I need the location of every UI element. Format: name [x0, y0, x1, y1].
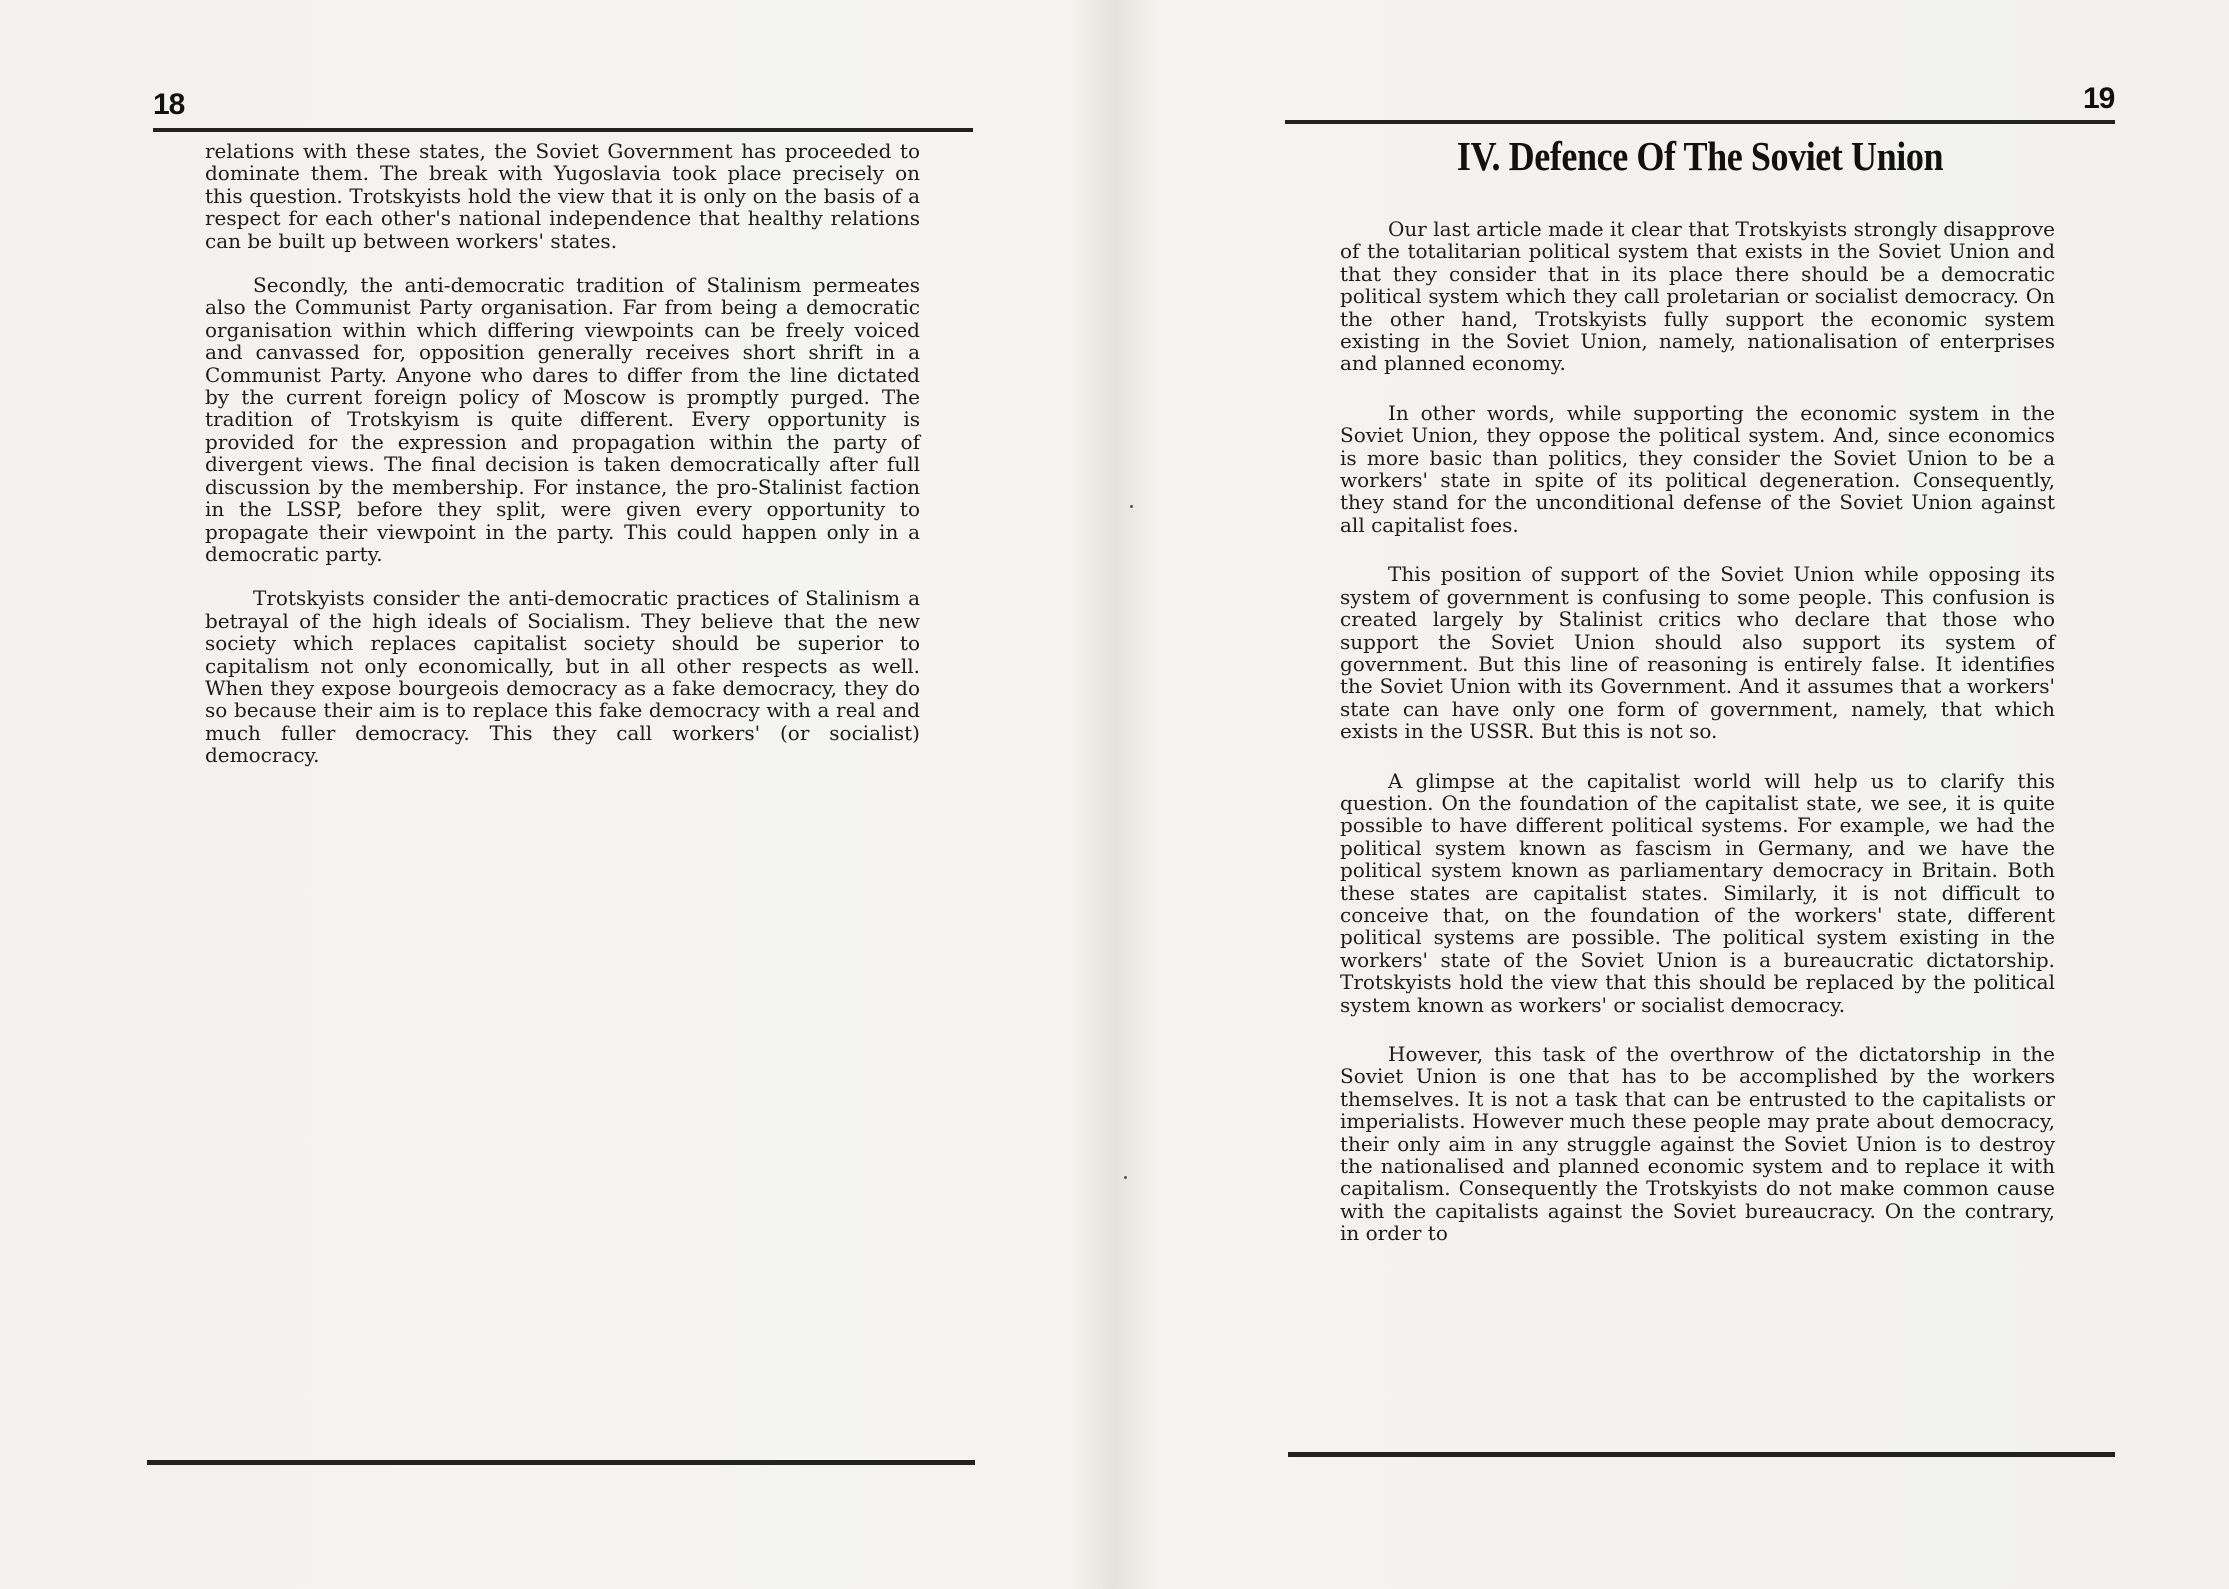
paper-speck: [1130, 505, 1133, 508]
paragraph: Our last article made it clear that Trotskyists strongly disapprove of the totalitarian political system that exists in the Soviet Union and that they consider that in its place there should be a democratic political system which they call proletarian or socialist democracy. On the other hand, Trotskyists fully support the economic system existing in the Soviet Union, namely, nationalisation of enterprises and planned economy.: [1340, 217, 2055, 376]
paragraph: However, this task of the overthrow of the dictatorship in the Soviet Union is one that has to be accomplished by the workers themselves. It is not a task that can be entrusted to the capitalists or imperialists. However much these people may prate about democracy, their only aim in any struggle against the Soviet Union is to destroy the nationalised and planned economic system and to replace it with capitalism. Consequently the Trotskyists do not make common cause with the capitalists against the Soviet bureaucracy. On the contrary, in order to: [1340, 1042, 2055, 1246]
page-number: 19: [2083, 82, 2115, 115]
paragraph: In other words, while supporting the economic system in the Soviet Union, they oppose the political system. And, since economics is more basic than politics, they consider the Soviet Union to be a workers' state in spite of its political degeneration. Consequently, they stand for the unconditional defense of the Soviet Union against all capitalist foes.: [1340, 400, 2055, 537]
paper-speck: [1124, 1176, 1127, 1179]
right-page: [1115, 0, 2229, 1589]
footer-rule: [147, 1460, 975, 1465]
paragraph: This position of support of the Soviet Union while opposing its system of government is confusing to some people. This confusion is created largely by Stalinist critics who declare that those who support the Soviet Union should also support its system of government. But this line of reasoning is entirely false. It identifies the Soviet Union with its Government. And it assumes that a workers' state can have only one form of government, namely, that which exists in the USSR. But this is not so.: [1340, 562, 2055, 744]
page-body: [205, 140, 920, 789]
paragraph: A glimpse at the capitalist world will help us to clarify this question. On the foundation of the capitalist state, we see, it is quite possible to have different political systems. For example, we had the political system known as fascism in Germany, and we have the political system known as parliamentary democracy in Britain. Both these states are capitalist states. Similarly, it is not difficult to conceive that, on the foundation of the workers' state, different political systems are possible. The political system existing in the workers' state of the Soviet Union is a bureaucratic dictatorship. Trotskyists hold the view that this should be replaced by the political system known as workers' or socialist democracy.: [1340, 768, 2055, 1017]
paragraph: Secondly, the anti-democratic tradition of Stalinism permeates also the Communist Party organisation. Far from being a democratic organisation within which differing viewpoints can be freely voiced and canvassed for, opposition generally receives short shrift in a Communist Party. Anyone who dares to differ from the line dictated by the current foreign policy of Moscow is promptly purged. The tradition of Trotskyism is quite different. Every opportunity is provided for the expression and propagation within the party of divergent views. The final decision is taken democratically after full discussion by the membership. For instance, the pro-Stalinist faction in the LSSP, before they split, were given every opportunity to propagate their viewpoint in the party. This could happen only in a democratic party.: [205, 273, 920, 566]
page-body: [1340, 218, 2055, 1272]
chapter-title: IV. Defence Of The Soviet Union: [1456, 133, 1944, 179]
header-rule: [153, 128, 973, 132]
footer-rule: [1288, 1452, 2115, 1457]
paragraph: Trotskyists consider the anti-democratic practices of Stalinism a betrayal of the high ideals of Socialism. They believe that the new society which replaces capitalist society should be superior to capitalism not only economically, but in all other respects as well. When they expose bourgeois democracy as a fake democracy, they do so because their aim is to replace this fake democracy with a real and much fuller democracy. This they call workers' (or socialist) democracy.: [205, 586, 920, 768]
page-number: 18: [153, 88, 185, 121]
paragraph: relations with these states, the Soviet Government has proceeded to dominate them. The break with Yugoslavia took place precisely on this question. Trotskyists hold the view that it is only on the basis of a respect for each other's national independence that healthy relations can be built up between workers' states.: [205, 139, 920, 253]
header-rule: [1285, 120, 2115, 124]
left-page: [0, 0, 1114, 1589]
